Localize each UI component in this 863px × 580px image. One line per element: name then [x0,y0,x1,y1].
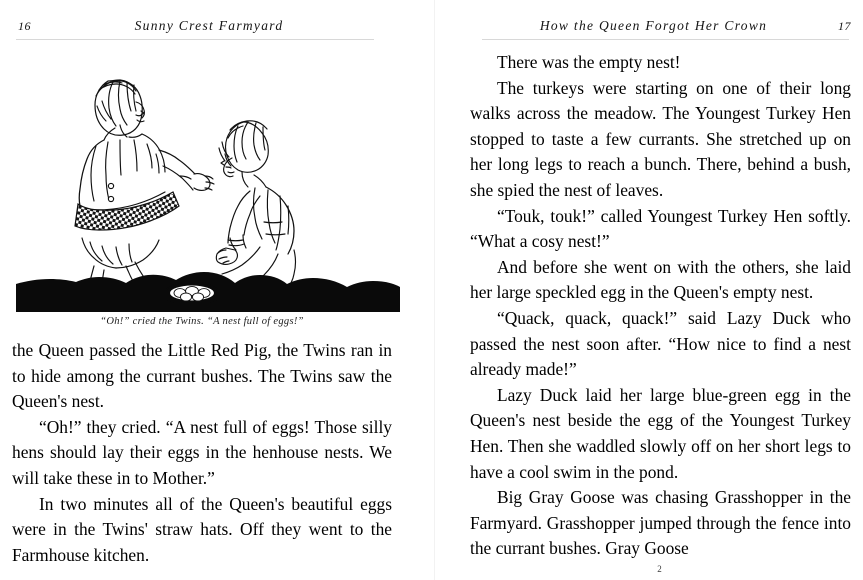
signature-mark: 2 [657,564,662,574]
paragraph: The turkeys were starting on one of their long walks across the meadow. The Youngest Turkey Hen stopped to taste a few currants. She stretched up on her long legs to reach a bunch. There, behind a bush, she spied the nest of leaves. [470,77,851,200]
paragraph: There was the empty nest! [496,52,681,72]
paragraph: In two minutes all of the Queen's beautiful eggs were in the Twins' straw hats. Off they went to the Farmhouse kitchen. [12,493,392,565]
illustration-caption: “Oh!” cried the Twins. “A nest full of eggs!” [100,316,304,327]
left-head-rule [16,39,374,40]
twins-finding-nest-illustration [16,54,400,312]
left-running-head-title: Sunny Crest Farmyard [134,18,284,33]
paragraph: “Touk, touk!” called Youngest Turkey Hen softly. “What a cosy nest!” [470,205,851,252]
illustration-container [12,54,398,327]
right-page-body [464,50,855,562]
right-running-head-title: How the Queen Forgot Her Crown [539,18,768,33]
paragraph: Big Gray Goose was chasing Grasshopper in the Farmyard. Grasshopper jumped through the fence into the currant bushes. Gray Goose [470,487,851,559]
page-gutter [420,0,456,580]
right-running-head [464,0,855,34]
left-page-body [12,338,398,568]
left-running-head [12,0,398,34]
paragraph: the Queen passed the Little Red Pig, the Twins ran in to hide among the currant bushes. The Twins saw the Queen's nest. [12,340,392,412]
left-page [0,0,420,580]
right-page [456,0,863,580]
paragraph: “Oh!” they cried. “A nest full of eggs! Those silly hens should lay their eggs in the henhouse nests. We will take these in to Mother.” [12,416,392,488]
right-page-folio: 17 [838,19,851,33]
paragraph: And before she went on with the others, she laid her large speckled egg in the Queen's empty nest. [470,256,851,303]
paragraph: “Quack, quack, quack!” said Lazy Duck who passed the nest soon after. “How nice to find a nest already made!” [470,307,851,380]
right-head-rule [482,39,849,40]
paragraph: Lazy Duck laid her large blue-green egg in the Queen's nest beside the egg of the Youngest Turkey Hen. Then she waddled slowly off on her short legs to have a cool swim in the pond. [470,384,851,482]
left-page-folio: 16 [18,19,31,33]
